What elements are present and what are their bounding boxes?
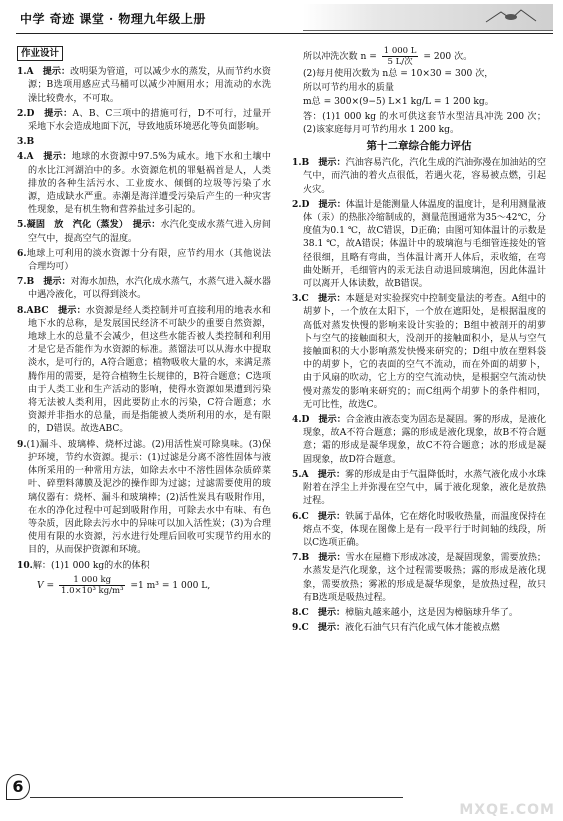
answer-item: 1.A 提示：改明渠为管道，可以减少水的蒸发，从而节约水资源；B选项用感应式马桶可以减少冲厕用水；用流动的水洗澡比较费水，不可取。: [17, 66, 271, 104]
section-label: 作业设计: [17, 46, 63, 61]
watermark-text: MXQE.COM: [459, 802, 555, 818]
answer-item: 6.C 提示：铁属于晶体，它在熔化时吸收热量，而温度保持在熔点不变，体现在图像上是有一段平行于时间轴的线段，所以C选项正确。: [292, 510, 546, 548]
answer-item: 5.A 提示：雾的形成是由于气温降低时，水蒸气液化成小水珠附着在浮尘上并弥漫在空气中，属于液化现象，液化是放热过程。: [292, 468, 546, 507]
header-title: 中学 奇迹 课堂 · 物理九年级上册: [20, 12, 206, 26]
answer-item: 10.解：(1)1 000 kg的水的体积: [17, 559, 150, 571]
solution-answer: 答：(1)1 000 kg 的水可供这套节水型洁具冲洗 200 次；(2)该家庭每月可节约用水 1 200 kg。: [303, 111, 546, 135]
answer-item: 9.(1)漏斗、玻璃棒、烧杯过滤。(2)用活性炭可除臭味。(3)保护环境，节约水资源。提示：(1)过滤是分离不溶性固体与液体所采用的一种常用方法，如除去水中不溶性固体杂质碎菜叶、碎塑料薄膜及泥沙的操作即为过滤；过滤需要使用的玻璃仪器有：烧杯、漏斗和玻璃棒；(2)活性炭具有吸附作用，在水的净化过程中可起到吸附作用，可除去水中有味、有色等杂质，因此除去污水中的异味可以加入活性炭；(3)为合理使用有限的水资源，污水进行处理后回收可实现节约用水的目的，从而保护资源和环境。: [17, 438, 271, 556]
answer-item: 4.A 提示：地球的水资源中97.5%为咸水。地下水和土壤中的水比江河湖泊中的多。水资源危机的罪魁祸首是人，人类排放的各种生活污水、工业废水、倾倒的垃圾等污染了水源，造成缺水严重。赤潮是海洋遭受污染后产生的一种灾害性现象，是有机生物和营养盐过多引起的。: [17, 151, 271, 216]
page-header: [0, 0, 563, 34]
answer-item: 6.地球上可利用的淡水资源十分有限，应节约用水（其他说法合理均可）: [17, 247, 271, 273]
footer-rule: [30, 797, 403, 798]
chapter-title: 第十二章综合能力评估: [366, 140, 472, 153]
butterfly-icon: [481, 7, 541, 27]
answer-item: 1.B 提示：汽油容易汽化，汽化生成的汽油弥漫在加油站的空气中，而汽油的着火点很低，若遇火花，容易被点燃，引起火灾。: [292, 157, 546, 195]
answer-item: 4.D 提示：合金液由液态变为固态是凝固。雾的形成，是液化现象，故A不符合题意；露的形成是液化现象，故B不符合题意；霜的形成是凝华现象，故C不符合题意；冰的形成是凝固现象，故D符合题意。: [292, 414, 546, 465]
volume-formula: V = $\frac{1 000 kg}{\text{1.0×10³ kg/m³}}$ =1 m³ = 1 000 L,: [37, 574, 211, 596]
watermark: [425, 770, 555, 818]
fraction: $\frac{1 000 kg}{\text{1.0×10³ kg/m³}}$: [60, 574, 124, 596]
answer-item: 7.B 提示：雪水在屋檐下形成冰凌，是凝固现象，需要放热；水蒸发是汽化现象，这个过程需要吸热；露的形成是液化现象，需要放热；雾凇的形成是凝华现象，是放热过程，故只有B选项是吸热过程。: [292, 552, 546, 603]
answer-item: 3.B: [17, 136, 35, 148]
header-decoration: [303, 4, 553, 31]
solution-line: m总 = 300×(9−5) L×1 kg/L = 1 200 kg。: [303, 97, 494, 108]
answer-item: 2.D 提示：A、B、C三项中的措施可行，D不可行，过量开采地下水会造成地面下沉，导致地质环境恶化等负面影响。: [17, 107, 271, 133]
answer-item: 7.B 提示：对海水加热，水汽化成水蒸气，水蒸气进入凝水器中遇冷液化，可以得到淡水。: [17, 276, 271, 301]
page-number: 6: [6, 774, 30, 800]
fraction: $\frac{1 000 L}{\text{5 L/次}}$: [383, 46, 417, 67]
right-column: [292, 46, 546, 636]
answer-item: 3.C 提示：本题是对实验探究中控制变量法的考查。A组中的胡萝卜，一个放在太阳下，一个放在遮阳处，是根据温度的高低对蒸发快慢的影响来设计实验的；B组中被剖开的胡萝卜与空气的接触面积大，没剖开的接触面积小，是从与空气接触面积的大小影响蒸发快慢来研究的；D组中放在塑料袋中的胡萝卜，它的表面的空气不流动，而在外面的胡萝卜，由于风扇的吹动，它上方的空气流动快，是根据空气流动快慢对蒸发的影响来研究的；而C组两个胡萝卜的条件相同，无可比性，故选C。: [292, 293, 546, 410]
answer-item: 8.ABC 提示：水资源是经人类控制并可直接利用的地表水和地下水的总称，是发展国民经济不可缺少的重要自然资源，地球上水的总量不会减少，但这些水能否被人类控制和利用才是它是否能作为水资源的标准。蒸馏法可以从海水中提取淡水，是可行的，A符合题意；植物吸收大量的水，来满足蒸腾作用的需要，是符合植物生长规律的，B符合题意；C选项由于人类工业和生产活动的影响，使得水资源如果遭到污染将无法被人类利用，因此要防止水的污染，C符合题意；水资源并非指水的总量，而是指能被人类所利用的水，是有限的，D错误。故选ABC。: [17, 304, 272, 435]
answer-item: 2.D 提示：体温计是能测量人体温度的温度计，是利用测量液体（汞）的热胀冷缩制成的，测量范围通常为35～42℃，分度值为0.1 ℃，故C错误，D正确；由图可知体温计的示数是38.1 ℃，故A错误；体温计中的玻璃泡与毛细管连接处的管径很细，且略有弯曲，当体温计离开人体后，汞收缩，在弯曲处断开，毛细管内的汞无法自动退回玻璃泡，因此体温计可以离开人体读数，故B错误。: [292, 198, 546, 290]
header-rule: [16, 33, 553, 34]
solution-line: (2)每月使用次数为 n总 = 10×30 = 300 次，: [303, 69, 494, 79]
flush-count-formula: 所以冲洗次数 n = $\frac{1 000 L}{\text{5 L/次}}$ = 200 次。: [303, 46, 473, 67]
answer-item: 8.C 提示：樟脑丸越来越小，这是因为樟脑球升华了。: [292, 606, 518, 618]
solution-line: 所以可节约用水的质量: [303, 83, 394, 94]
answer-item: 5.凝固 放 汽化（蒸发） 提示：水汽化变成水蒸气进入房间空气中，提高空气的湿度。: [17, 219, 271, 244]
answer-item: 9.C 提示：液化石油气只有汽化成气体才能被点燃: [292, 622, 500, 634]
left-column: [17, 46, 271, 598]
